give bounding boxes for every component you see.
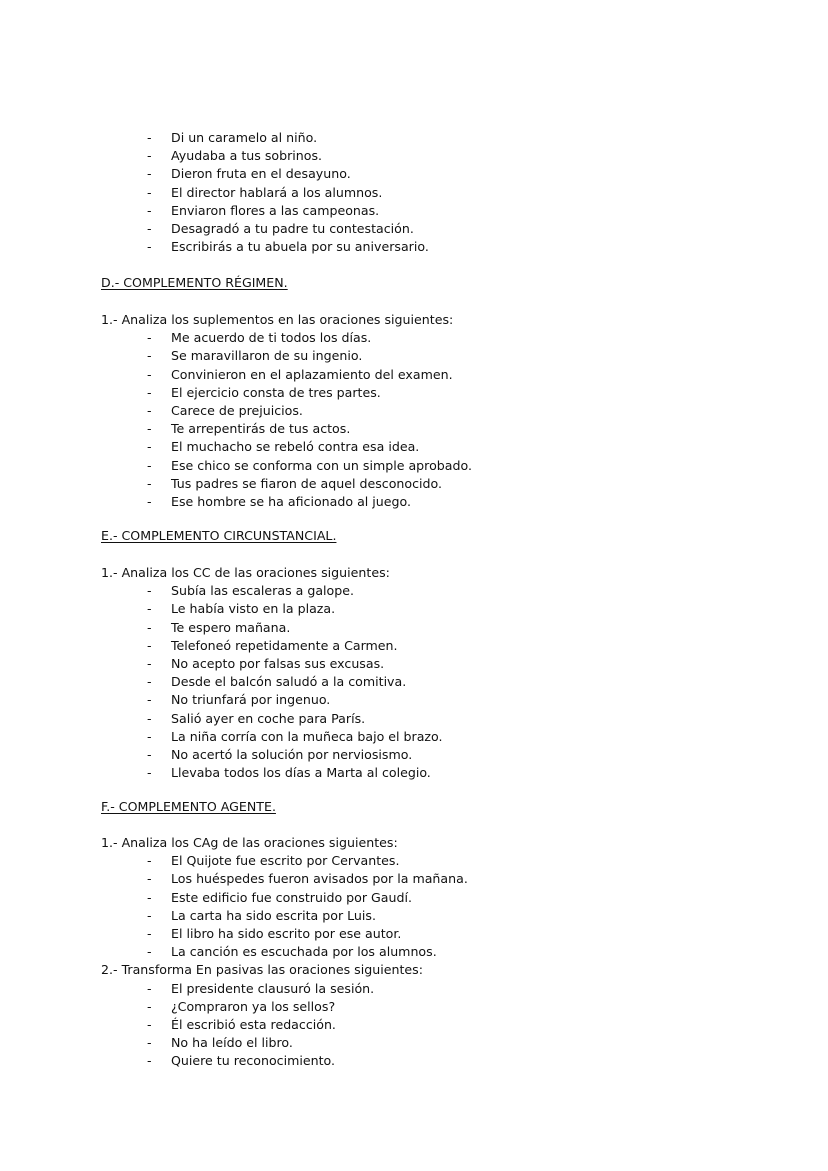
list-item-text: No triunfará por ingenuo. [171, 692, 331, 708]
section-d-instruction: 1.- Analiza los suplementos en las oraciones siguientes: [101, 312, 454, 327]
list-item-text: Dieron fruta en el desayuno. [171, 166, 351, 182]
list-item-text: El ejercicio consta de tres partes. [171, 384, 381, 400]
list-item [0, 943, 828, 961]
bullet-dash: - [147, 348, 152, 364]
list-item [0, 147, 828, 165]
list-item [0, 600, 828, 618]
list-item [0, 980, 828, 998]
bullet-dash: - [147, 853, 152, 869]
bullet-dash: - [147, 220, 152, 236]
list-item [0, 870, 828, 888]
bullet-dash: - [147, 166, 152, 182]
list-item-text: Los huéspedes fueron avisados por la mañana. [171, 871, 468, 887]
bullet-dash: - [147, 148, 152, 164]
bullet-dash: - [147, 457, 152, 473]
list-item-text: La carta ha sido escrita por Luis. [171, 907, 376, 923]
list-item-text: Le había visto en la plaza. [171, 601, 336, 617]
list-item-text: El muchacho se rebeló contra esa idea. [171, 439, 420, 455]
bullet-dash: - [147, 746, 152, 762]
list-item-text: Ayudaba a tus sobrinos. [171, 148, 323, 164]
bullet-dash: - [147, 907, 152, 923]
bullet-dash: - [147, 980, 152, 996]
list-item [0, 475, 828, 493]
bullet-dash: - [147, 384, 152, 400]
list-item-text: Desde el balcón saludó a la comitiva. [171, 674, 407, 690]
list-item [0, 1016, 828, 1034]
list-item [0, 184, 828, 202]
list-item-text: Subía las escaleras a galope. [171, 583, 355, 599]
list-item [0, 728, 828, 746]
list-item [0, 220, 828, 238]
list-item [0, 1034, 828, 1052]
list-item [0, 998, 828, 1016]
list-item [0, 907, 828, 925]
bullet-dash: - [147, 765, 152, 781]
list-item-text: Convinieron en el aplazamiento del examen. [171, 366, 453, 382]
list-item-text: Me acuerdo de ti todos los días. [171, 330, 372, 346]
list-item [0, 202, 828, 220]
section-f-list-2 [0, 980, 828, 1071]
bullet-dash: - [147, 239, 152, 255]
list-item [0, 852, 828, 870]
list-item-text: La niña corría con la muñeca bajo el brazo. [171, 728, 443, 744]
bullet-dash: - [147, 493, 152, 509]
list-item [0, 637, 828, 655]
list-item-text: Te espero mañana. [171, 619, 291, 635]
bullet-dash: - [147, 601, 152, 617]
list-item [0, 329, 828, 347]
bullet-dash: - [147, 1035, 152, 1051]
bullet-dash: - [147, 692, 152, 708]
list-item-text: No acertó la solución por nerviosismo. [171, 746, 413, 762]
list-item [0, 129, 828, 147]
list-item-text: Ese chico se conforma con un simple aprobado. [171, 457, 472, 473]
section-f-list-1 [0, 852, 828, 961]
bullet-dash: - [147, 871, 152, 887]
list-item-text: No ha leído el libro. [171, 1035, 293, 1051]
bullet-dash: - [147, 330, 152, 346]
list-item [0, 438, 828, 456]
intro-sentence-list [0, 129, 828, 256]
list-item [0, 925, 828, 943]
bullet-dash: - [147, 475, 152, 491]
bullet-dash: - [147, 889, 152, 905]
list-item-text: Enviaron flores a las campeonas. [171, 202, 380, 218]
bullet-dash: - [147, 710, 152, 726]
section-f-heading: F.- COMPLEMENTO AGENTE. [101, 799, 276, 814]
list-item [0, 673, 828, 691]
list-item-text: Di un caramelo al niño. [171, 130, 318, 145]
list-item-text: No acepto por falsas sus excusas. [171, 655, 385, 671]
bullet-dash: - [147, 184, 152, 200]
section-f-instruction-1: 1.- Analiza los CAg de las oraciones siguientes: [101, 835, 398, 850]
list-item [0, 457, 828, 475]
list-item-text: Ese hombre se ha aficionado al juego. [171, 493, 411, 509]
bullet-dash: - [147, 728, 152, 744]
list-item-text: El presidente clausuró la sesión. [171, 980, 375, 996]
list-item [0, 582, 828, 600]
bullet-dash: - [147, 637, 152, 653]
section-f-body [0, 834, 828, 1070]
bullet-dash: - [147, 1053, 152, 1069]
section-d-body [0, 311, 828, 511]
bullet-dash: - [147, 202, 152, 218]
section-e-heading: E.- COMPLEMENTO CIRCUNSTANCIAL. [101, 528, 337, 543]
list-item [0, 402, 828, 420]
list-item-text: La canción es escuchada por los alumnos. [171, 944, 437, 960]
list-item [0, 691, 828, 709]
bullet-dash: - [147, 402, 152, 418]
list-item [0, 347, 828, 365]
list-item [0, 746, 828, 764]
list-item-text: Tus padres se fiaron de aquel desconocido. [171, 475, 443, 491]
section-d-list [0, 329, 828, 511]
list-item [0, 889, 828, 907]
list-item [0, 165, 828, 183]
list-item-text: Desagradó a tu padre tu contestación. [171, 220, 414, 236]
list-item-text: El Quijote fue escrito por Cervantes. [171, 853, 400, 869]
list-item-text: Quiere tu reconocimiento. [171, 1053, 336, 1069]
list-item-text: ¿Compraron ya los sellos? [171, 998, 336, 1014]
list-item [0, 1052, 828, 1070]
list-item-text: Telefoneó repetidamente a Carmen. [171, 637, 398, 653]
list-item [0, 655, 828, 673]
section-f-instruction-2: 2.- Transforma En pasivas las oraciones siguientes: [101, 962, 423, 978]
list-item-text: El libro ha sido escrito por ese autor. [171, 925, 402, 941]
list-item [0, 366, 828, 384]
list-item-text: Este edificio fue construido por Gaudí. [171, 889, 412, 905]
bullet-dash: - [147, 998, 152, 1014]
section-d-heading: D.- COMPLEMENTO RÉGIMEN. [101, 275, 288, 290]
list-item [0, 238, 828, 256]
bullet-dash: - [147, 674, 152, 690]
bullet-dash: - [147, 619, 152, 635]
bullet-dash: - [147, 421, 152, 437]
list-item-text: Llevaba todos los días a Marta al colegio. [171, 765, 431, 781]
bullet-dash: - [147, 439, 152, 455]
bullet-dash: - [147, 583, 152, 599]
bullet-dash: - [147, 130, 152, 145]
list-item [0, 710, 828, 728]
list-item-text: Él escribió esta redacción. [171, 1016, 336, 1032]
list-item-text: El director hablará a los alumnos. [171, 184, 383, 200]
section-e-body [0, 564, 828, 782]
bullet-dash: - [147, 366, 152, 382]
list-item [0, 764, 828, 782]
list-item [0, 493, 828, 511]
bullet-dash: - [147, 925, 152, 941]
bullet-dash: - [147, 944, 152, 960]
bullet-dash: - [147, 1016, 152, 1032]
section-e-instruction: 1.- Analiza los CC de las oraciones siguientes: [101, 565, 390, 580]
section-e-list [0, 582, 828, 782]
list-item [0, 420, 828, 438]
list-item-text: Te arrepentirás de tus actos. [171, 421, 351, 437]
list-item-text: Salió ayer en coche para París. [171, 710, 366, 726]
list-item [0, 384, 828, 402]
list-item [0, 619, 828, 637]
list-item-text: Se maravillaron de su ingenio. [171, 348, 363, 364]
list-item-text: Carece de prejuicios. [171, 402, 303, 418]
bullet-dash: - [147, 655, 152, 671]
list-item-text: Escribirás a tu abuela por su aniversario. [171, 239, 429, 255]
